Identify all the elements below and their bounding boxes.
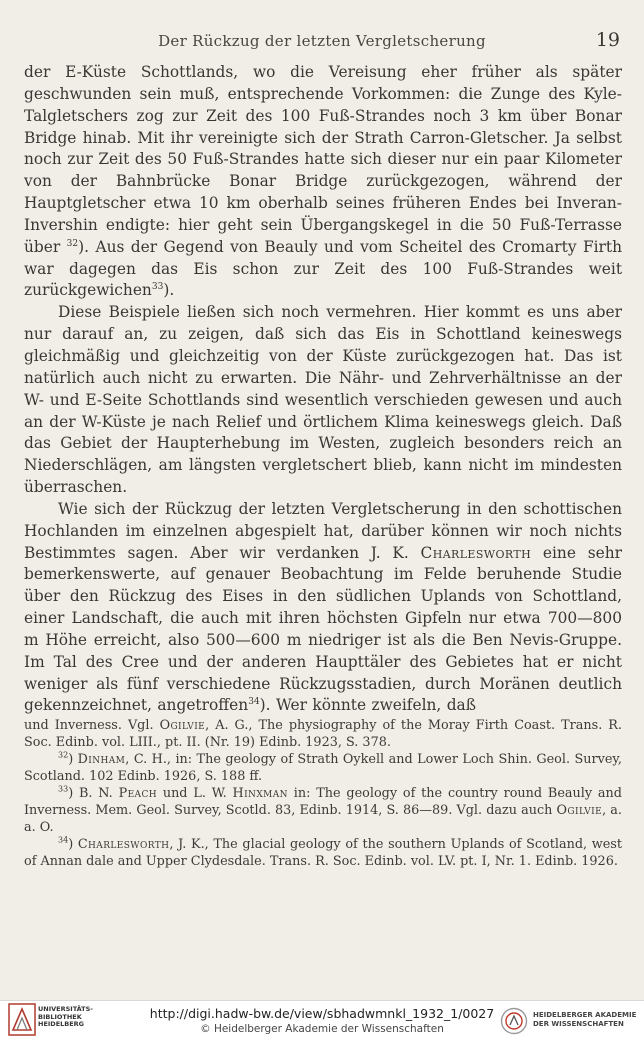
footnote-32: $^{32}$) Dinham, C. H., in: The geology of Strath Oykell and Lower Loch Shin. Geol. Survey, Scotland. 102 Edinb. 1926, S. 188 ff.: [24, 750, 622, 784]
running-head: [24, 29, 620, 56]
university-library-name: UNIVERSITÄTS- BIBLIOTHEK HEIDELBERG: [38, 1005, 93, 1028]
academy-seal-icon: [500, 1007, 528, 1035]
main-text: [24, 62, 622, 717]
paragraph-3: Wie sich der Rückzug der letzten Vergletscherung in den schottischen Hochlanden im einzelnen abgespielt hat, darüber können wir noch nichts Bestimmtes sagen. Aber wir verdanken J. K. Charlesworth eine sehr bemerkenswerte, auf genauer Beobachtung im Felde beruhende Studie über den Rückzug des Eises in den südlichen Uplands von Schottland, einer Landschaft, die auch mit ihren höchsten Gipfeln nur etwa 700—800 m Höhe erreicht, also 500—600 m niedriger ist als die Ben Nevis-Gruppe. Im Tal des Cree und der anderen Haupttäler des Gebietes hat er nicht weniger als fünf verschiedene Rückzugsstadien, durch Moränen deutlich gekennzeichnet, angetroffen$^{34}$). Wer könnte zweifeln, daß: [24, 499, 622, 715]
running-title: Der Rückzug der letzten Vergletscherung: [158, 32, 486, 50]
paragraph-2: Diese Beispiele ließen sich noch vermehren. Hier kommt es uns aber nur darauf an, zu zeigen, daß sich das Eis in Schottland keineswegs gleichmäßig und gleichzeitig von der Küste zurückgezogen hat. Das ist natürlich auch nicht zu erwarten. Die Nähr- und Zehrverhältnisse an der W- und E-Seite Schottlands sind wesentlich verschieden gewesen und auch an der W-Küste je nach Relief und örtlichem Klima keineswegs gleich. Daß das Gebiet der Haupterhebung im Westen, zugleich besonders reich an Niederschlägen, am längsten vergletschert blieb, kann nicht im mindesten überraschen.: [24, 303, 622, 497]
footnote-ref-34: 34: [248, 697, 260, 708]
footnote-33: $^{33}$) B. N. Peach und L. W. Hinxman in: The geology of the country round Beauly and Inverness. Mem. Geol. Survey, Scotld. 83, Edinb. 1914, S. 86—89. Vgl. dazu auch Ogilvie, a. a. O.: [24, 785, 622, 835]
academy-name: HEIDELBERGER AKADEMIE DER WISSENSCHAFTEN: [533, 1011, 637, 1028]
copyright-notice: © Heidelberger Akademie der Wissenschaften: [200, 1023, 444, 1035]
footnote-ref-33: 33: [151, 282, 164, 293]
viewer-footer: [0, 1000, 644, 1041]
footnotes: [24, 718, 622, 871]
footnote-34: $^{34}$) Charlesworth, J. K., The glacial geology of the southern Uplands of Scotland, west of Annan dale and Upper Clydesdale. Trans. R. Soc. Edinb. vol. LV. pt. I, Nr. 1. Edinb. 1926.: [24, 835, 622, 869]
page-number: 19: [595, 29, 620, 51]
paragraph-1: der E-Küste Schottlands, wo die Vereisung eher früher als später geschwunden sein muß, entsprechende Vorkommen: die Zunge des Kyle-Talgletschers zog zur Zeit des 100 Fuß-Strandes noch 3 km über Bonar Bridge hinab. Mit ihr vereinigte sich der Strath Carron-Gletscher. Ja selbst noch zur Zeit des 50 Fuß-Strandes hatte sich dieser nur ein paar Kilometer von der Bahnbrücke Bonar Bridge zurückgezogen, während der Hauptgletscher etwa 10 km oberhalb seines früheren Endes bei Inveran-Invershin endigte: hier geht sein Übergangskegel in die 50 Fuß-Terrasse über $^{32}$). Aus der Gegend von Beauly und vom Scheitel des Cromarty Firth war dagegen das Eis schon zur Zeit des 100 Fuß-Strandes weit zurückgewichen$^{33}$).: [24, 63, 623, 300]
footnote-continued: und Inverness. Vgl. Ogilvie, A. G., The physiography of the Moray Firth Coast. Trans. R. Soc. Edinb. vol. LIII., pt. II. (Nr. 19) Edinb. 1923, S. 378.: [24, 718, 622, 750]
author-name: Charlesworth: [420, 543, 532, 562]
footnote-ref-32: 32: [66, 238, 79, 249]
permalink-url[interactable]: http://digi.hadw-bw.de/view/sbhadwmnkl_1932_1/0027: [149, 1006, 495, 1021]
